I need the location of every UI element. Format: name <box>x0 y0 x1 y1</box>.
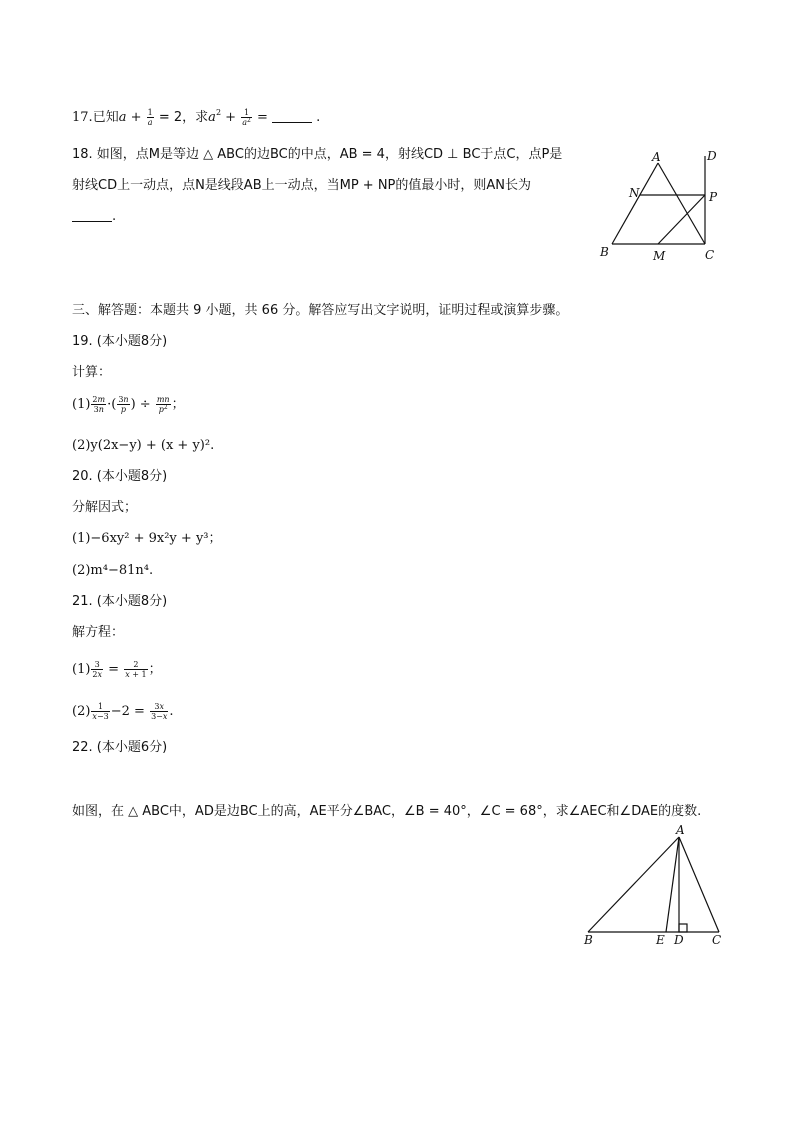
q20-title: 20. (本小题8分) <box>72 469 168 484</box>
q18-line-3-end: . <box>112 209 117 224</box>
fraction-1-over-a-squared: $\frac{1}{a^2}$ <box>242 108 251 127</box>
label-d: D <box>707 149 717 163</box>
label-e: E <box>656 933 665 947</box>
q19-part-2: (2)y(2x−y) + (x + y)². <box>72 438 215 453</box>
fraction-1-over-a: $\frac{1}{a}$ <box>147 108 153 127</box>
q20-part-1: (1)−6xy² + 9x²y + y³； <box>72 531 222 546</box>
label-c: C <box>712 933 722 947</box>
q17-answer-blank <box>272 110 312 123</box>
q22-text: 如图，在 △ ABC中，AD是边BC上的高，AE平分∠BAC，∠B = 40°，∠C = 68°，求∠AEC和∠DAE的度数. <box>72 804 702 819</box>
segment-ac <box>658 163 705 244</box>
q18-line-1: 18. 如图，点M是等边 △ ABC的边BC的中点，AB = 4，射线CD ⊥ BC于点C，点P是 <box>72 147 563 162</box>
q19-part-1: (1) $\frac{2m}{3n}$ ·( $\frac{3n}{p}$ ) ÷ $\frac{mn}{p^2}$ ； <box>72 395 185 414</box>
q17-prefix: 已知 <box>92 110 119 125</box>
q18-answer-blank <box>72 209 112 222</box>
segment-ae <box>666 837 679 932</box>
q22-figure <box>580 820 730 950</box>
label-b: B <box>584 933 593 947</box>
segment-ab <box>612 163 658 244</box>
q21-part-1: (1) $\frac{3}{2x}$ = $\frac{2}{x + 1}$ ； <box>72 660 162 679</box>
q21-instruction: 解方程： <box>72 625 125 640</box>
q17-number: 17. <box>72 110 93 125</box>
segment-ac <box>679 837 719 932</box>
question-17: 17.已知a + $\frac{1}{a}$ = 2，求$a^2$ + $\frac{1}{a^2}$ = . <box>72 108 321 127</box>
q17-eq-mid: = 2，求 <box>154 110 209 125</box>
q21-part-2: (2) $\frac{1}{x-3}$ −2 = $\frac{3x}{3-x}$ . <box>72 702 174 721</box>
q19-instruction: 计算： <box>72 365 112 380</box>
q17-suffix: = <box>252 110 272 125</box>
section-3-heading: 三、解答题：本题共 9 小题，共 66 分。解答应写出文字说明，证明过程或演算步骤。 <box>72 303 569 318</box>
right-angle-mark <box>679 924 687 932</box>
q18-figure <box>592 146 732 266</box>
q18-line-2: 射线CD上一动点，点N是线段AB上一动点，当MP + NP的值最小时，则AN长为 <box>72 178 532 193</box>
label-m: M <box>653 249 666 263</box>
q20-part-2: (2)m⁴−81n⁴. <box>72 563 154 578</box>
label-b: B <box>600 245 609 259</box>
q18-line-3 <box>72 208 116 226</box>
q19-title: 19. (本小题8分) <box>72 334 168 349</box>
q22-title: 22. (本小题6分) <box>72 740 168 755</box>
label-n: N <box>629 186 640 200</box>
label-d: D <box>674 933 684 947</box>
label-c: C <box>705 248 715 262</box>
segment-ab <box>588 837 679 932</box>
q20-instruction: 分解因式； <box>72 500 138 515</box>
label-a: A <box>652 150 661 164</box>
q21-title: 21. (本小题8分) <box>72 594 168 609</box>
q17-end: . <box>311 110 321 125</box>
label-p: P <box>709 190 718 204</box>
label-a: A <box>676 823 685 837</box>
